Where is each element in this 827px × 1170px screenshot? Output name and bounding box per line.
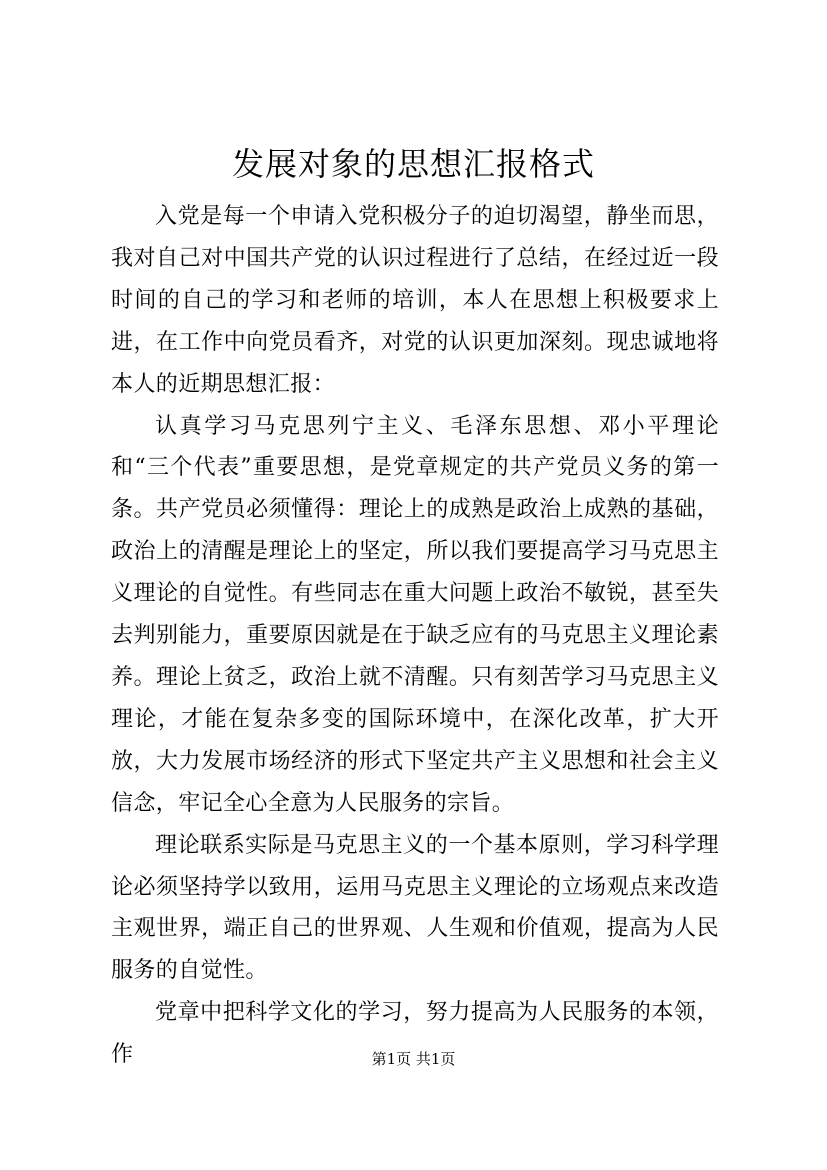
paragraph: 入党是每一个申请入党积极分子的迫切渴望，静坐而思，我对自己对中国共产党的认识过程进行了总结，在经过近一段时间的自己的学习和老师的培训，本人在思想上积极要求上进，在工作中向党员看齐，对党的认识更加深刻。现忠诚地将本人的近期思想汇报： — [111, 204, 719, 397]
document-title: 发展对象的思想汇报格式 — [231, 145, 595, 183]
paragraph: 理论联系实际是马克思主义的一个基本原则，学习科学理论必须坚持学以致用，运用马克思主义理论的立场观点来改造主观世界，端正自己的世界观、人生观和价值观，提高为人民服务的自觉性。 — [111, 832, 719, 984]
paragraph: 党章中把科学文化的学习，努力提高为人民服务的本领，作 — [111, 1000, 719, 1068]
page-footer: 第1页 共1页 — [371, 1050, 456, 1068]
document-body — [111, 196, 719, 1076]
paragraph: 认真学习马克思列宁主义、毛泽东思想、邓小平理论和“三个代表”重要思想，是党章规定的共产党员义务的第一条。共产党员必须懂得：理论上的成熟是政治上成熟的基础，政治上的清醒是理论上的坚定，所以我们要提高学习马克思主义理论的自觉性。有些同志在重大问题上政治不敏锐，甚至失去判别能力，重要原因就是在于缺乏应有的马克思主义理论素养。理论上贫乏，政治上就不清醒。只有刻苦学习马克思主义理论，才能在复杂多变的国际环境中，在深化改革，扩大开放，大力发展市场经济的形式下坚定共产主义思想和社会主义信念，牢记全心全意为人民服务的宗旨。 — [111, 413, 719, 816]
